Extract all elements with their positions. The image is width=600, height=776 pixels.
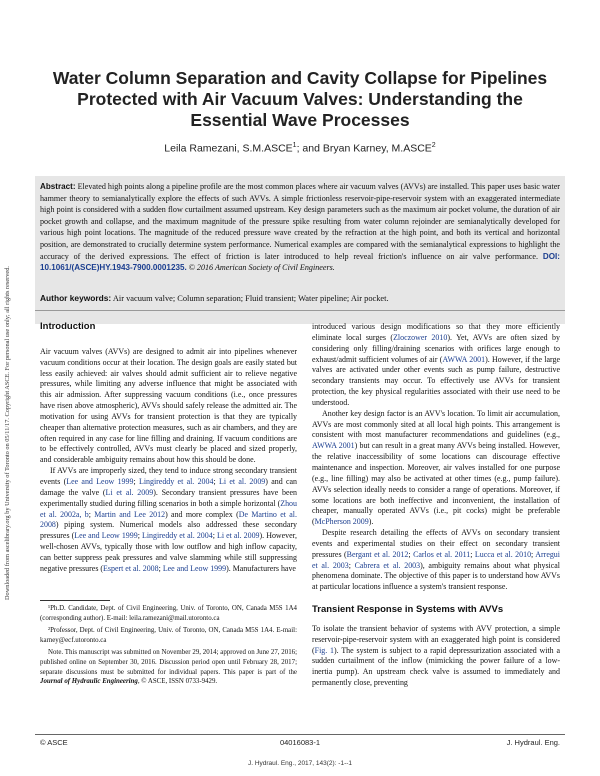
- download-notice-text: Downloaded from ascelibrary.org by University of Toronto on 05/11/17. Copyright ASCE. For personal use only; all rights reserved.: [4, 266, 11, 600]
- footnote-1: ¹Ph.D. Candidate, Dept. of Civil Engineering, Univ. of Toronto, ON, Canada M5S 1A4 (corresponding author). E-mail: leila.ramezani@mail.utoronto.ca: [40, 605, 297, 622]
- ref-de-martino-2008[interactable]: De Martino et al. 2008: [40, 509, 297, 530]
- citation-line: J. Hydraul. Eng., 2017, 143(2): -1--1: [247, 760, 353, 767]
- footer-page-id: 04016083-1: [279, 738, 321, 747]
- right-p1-text-c: ). However, if the large valves are activated under other events such as pump failure, destructive secondary transients may occur. To effectively use AVVs for transient protection, the key physical regularities associated with their use need to be understood.: [312, 354, 561, 407]
- ref-lee-leow-1999-c[interactable]: Lee and Leow 1999: [162, 563, 227, 573]
- abstract-divider: [35, 310, 565, 311]
- ref-lee-leow-1999[interactable]: Lee and Leow 1999: [66, 476, 134, 486]
- ref-lucca-2010[interactable]: Lucca et al. 2010: [474, 549, 532, 559]
- abstract-text: Elevated high points along a pipeline profile are the most common places where air vacuum valves (AVVs) are installed. This paper uses basic water hammer theory to semianalytically explore the effects of such AVVs. A simple frictionless reservoir-pipe-reservoir system with an exaggerated intermediate high point is considered with a sudden flow curtailment assumed upstream. Key design parameters such as the maximum air pocket volume, the duration of air pocket growth and collapse, and the maximum magnitude of the pressure spike resulting from water column rejoinder are semianalytically developed for various high point locations. The magnitude of the reduced pressure wave created by the refraction at the high point, and both its vertical and horizontal position, are demonstrated to crucially determine system performance. Numerical examples are compared with the semianalytical expressions to highlight the accuracy of the derived expressions. The effect of friction is later introduced to help reveal friction's influence on air valve performance.: [40, 182, 560, 261]
- ref-li-2009-b[interactable]: Li et al. 2009: [105, 487, 154, 497]
- right-p2-text-b: ) but can result in a great many AVVs being installed. However, the relative inaccessibility of some locations can discourage effective maintenance and inspection. Moreover, air valves installed for one purpose (e.g., line filling) may also be activated at other times (e.g., pump failure). AVVs selection ideally needs to consider a range of operations. Moreover, if some locations are both ineffective and inconvenient, the installation of cheaper, manually operated AVVs (i.e., pit cocks) might be preferable (: [312, 441, 560, 527]
- ref-carlos-2011[interactable]: Carlos et al. 2011: [413, 549, 471, 559]
- download-notice: [4, 150, 16, 600]
- ref-lingireddy-2004-b[interactable]: Lingireddy et al. 2004: [141, 531, 213, 541]
- submission-note-text-b: , © ASCE, ISSN 0733-9429.: [137, 678, 218, 686]
- right-p3-text-e: ;: [348, 560, 355, 570]
- right-p3-text-c: ;: [470, 549, 475, 559]
- abstract-label: Abstract:: [40, 182, 76, 191]
- author-separator: ; and: [296, 142, 323, 155]
- intro-paragraph-2: [40, 466, 297, 574]
- left-column: [40, 322, 297, 575]
- author-1-footnote-mark[interactable]: 1: [292, 142, 297, 149]
- right-p2-text-a: Another key design factor is an AVV's location. To limit air accumulation, AVVs are most commonly sited at all local high points. This arrangement is consistent with most manufacturer recommendations and guidelines (e.g.,: [312, 408, 560, 440]
- keywords-label: Author keywords:: [40, 293, 112, 303]
- abstract: [40, 181, 560, 274]
- intro-p2-text-f: ;: [88, 509, 95, 519]
- intro-p2-text-h: ) piping system. Numerical models also addressed these secondary pressures (: [40, 520, 297, 541]
- intro-p2-text-m: ). Manufacturers have: [226, 563, 296, 573]
- intro-p2-text-c: ;: [213, 476, 219, 486]
- ref-li-2009-c[interactable]: Li et al. 2009: [216, 531, 260, 541]
- author-2-footnote-mark[interactable]: 2: [431, 142, 436, 149]
- right-p3-text-f: ), ambiguity remains about what physical phenomena dominate. The objective of this paper is to understand how AVVs at particular locations influence a system's transient response.: [312, 560, 560, 592]
- introduction-heading: Introduction: [40, 321, 96, 332]
- ref-bergant-2012[interactable]: Bergant et al. 2012: [346, 549, 409, 559]
- right-p4-text-b: ). The system is subject to a rapid depressurization associated with a sudden curtailment of the inflow (mimicking the power failure of a low-inertia pump). An upstream check valve is assumed to immediately and permanently close, preventing: [312, 645, 560, 688]
- right-p2-text-c: ).: [368, 517, 374, 527]
- ref-li-2009[interactable]: Li et al. 2009: [218, 476, 266, 486]
- intro-p1-text: Air vacuum valves (AVVs) are designed to admit air into pipelines whenever vacuum conditions occur at their location. The design goals are easily stated but less easily achieved: air valves should admit sufficient air to relieve negative pressures, while limiting any adverse influence that might be associated with this air admission. After suppressing vacuum conditions (i.e., once pressures have risen above atmospheric), AVVs should safely release the admitted air. The motivation for using AVVs for transient protection is that they are typically cheaper than alternative protection measures, such as air chambers, and they are often required in any case for line filling and draining. If vacuum conditions are to be effectively controlled, AVVs must clearly be placed and sized properly, and considerable ambiguity remains about how this should be done.: [40, 346, 297, 465]
- keywords-text: Air vacuum valve; Column separation; Fluid transient; Water pipeline; Air pocket.: [112, 294, 389, 303]
- ref-awwa-2001[interactable]: AWWA 2001: [442, 354, 486, 364]
- intro-p2-text-j: ;: [212, 531, 217, 541]
- footer-journal: J. Hydraul. Eng.: [506, 738, 560, 747]
- submission-note: [40, 648, 297, 686]
- right-paragraph-3: [312, 528, 560, 593]
- abstract-copyright: © 2016 American Society of Civil Engineers.: [188, 263, 335, 273]
- intro-p2-text-i: ;: [137, 531, 142, 541]
- author-1: Leila Ramezani, S.M.ASCE: [164, 142, 293, 155]
- ref-cabrera-2003[interactable]: Cabrera et al. 2003: [354, 560, 421, 570]
- footer-publisher: © ASCE: [40, 738, 68, 747]
- right-column: [312, 322, 560, 689]
- right-paragraph-1: [312, 322, 560, 409]
- footnote-divider: [40, 600, 110, 601]
- author-line: [40, 142, 560, 155]
- ref-zloczower-2010[interactable]: Zloczower 2010: [393, 332, 448, 342]
- intro-p2-text-e: ). Secondary transient pressures have been experimentally studied during filling scenarios in both a simple horizontal (: [40, 487, 297, 508]
- ref-fig-1[interactable]: Fig. 1: [314, 645, 335, 655]
- author-2: Bryan Karney, M.ASCE: [322, 142, 432, 155]
- footnotes: [40, 604, 297, 690]
- submission-note-text-a: Note. This manuscript was submitted on November 29, 2014; approved on June 27, 2016; published online on September 30, 2016. Discussion period open until February 28, 2017; separate discussions must be submitted for individual papers. This paper is part of the: [40, 649, 297, 676]
- intro-p2-text-b: ;: [133, 476, 139, 486]
- author-keywords: [40, 293, 560, 304]
- footer-divider: [35, 734, 565, 735]
- intro-p2-text-a: If AVVs are improperly sized, they tend to induce strong secondary transient events (: [40, 466, 297, 486]
- ref-martin-lee-2012[interactable]: Martin and Lee 2012: [94, 509, 166, 519]
- journal-name: Journal of Hydraulic Engineering: [40, 678, 138, 686]
- right-p1-text-b: ). Yet, AVVs are often sized by considering only filling/draining scenarios with orifices large enough to exhaust/admit sufficient volumes of air (: [312, 332, 560, 364]
- ref-mcpherson-2009[interactable]: McPherson 2009: [314, 517, 369, 527]
- right-p4-text-a: To isolate the transient behavior of systems with AVV protection, a simple reservoir-pipe-reservoir system with an exaggerated high point is considered (: [312, 623, 560, 655]
- right-p3-text-d: ;: [531, 549, 536, 559]
- right-p3-text-a: Despite research detailing the effects of AVVs on secondary transient events and experimental studies on their effect on secondary transient pressures (: [312, 528, 560, 559]
- ref-espert-2008[interactable]: Espert et al. 2008: [103, 563, 159, 573]
- right-p3-text-b: ;: [408, 549, 414, 559]
- intro-p2-text-g: ) and more complex (: [165, 509, 239, 519]
- ref-lee-leow-1999-b[interactable]: Lee and Leow 1999: [74, 531, 138, 541]
- intro-p2-text-k: ). However, well-chosen AVVs, typically those with low outflow and high inflow capacity, can better suppress peak pressures and valve slamming while still suppressing negative pressures (: [40, 531, 297, 573]
- ref-awwa-2001-b[interactable]: AWWA 2001: [312, 441, 355, 451]
- right-p1-text-a: introduced various design modifications so that they more efficiently eliminate local surges (: [312, 322, 560, 342]
- intro-p2-text-d: ) and can damage the valve (: [40, 476, 297, 497]
- doi-link[interactable]: DOI: 10.1061/(ASCE)HY.1943-7900.0001235.: [40, 251, 560, 273]
- intro-paragraph-1: [40, 347, 297, 466]
- ref-lingireddy-2004[interactable]: Lingireddy et al. 2004: [138, 476, 214, 486]
- footnote-2: ²Professor, Dept. of Civil Engineering, Univ. of Toronto, ON, Canada M5S 1A4. E-mail: karney@ecf.utoronto.ca: [40, 627, 297, 644]
- paper-title: Water Column Separation and Cavity Collapse for Pipelines Protected with Air Vacuum Valves: Understanding the Essential Wave Processes: [52, 68, 548, 130]
- section-heading-transient-response: Transient Response in Systems with AVVs: [312, 604, 504, 616]
- right-paragraph-4: [312, 624, 560, 689]
- intro-p2-text-l: ;: [158, 563, 163, 573]
- ref-zhou-2002[interactable]: Zhou et al. 2002a, b: [40, 498, 297, 519]
- ref-arregui-2003[interactable]: Arregui et al. 2003: [312, 549, 560, 570]
- right-paragraph-2: [312, 409, 560, 528]
